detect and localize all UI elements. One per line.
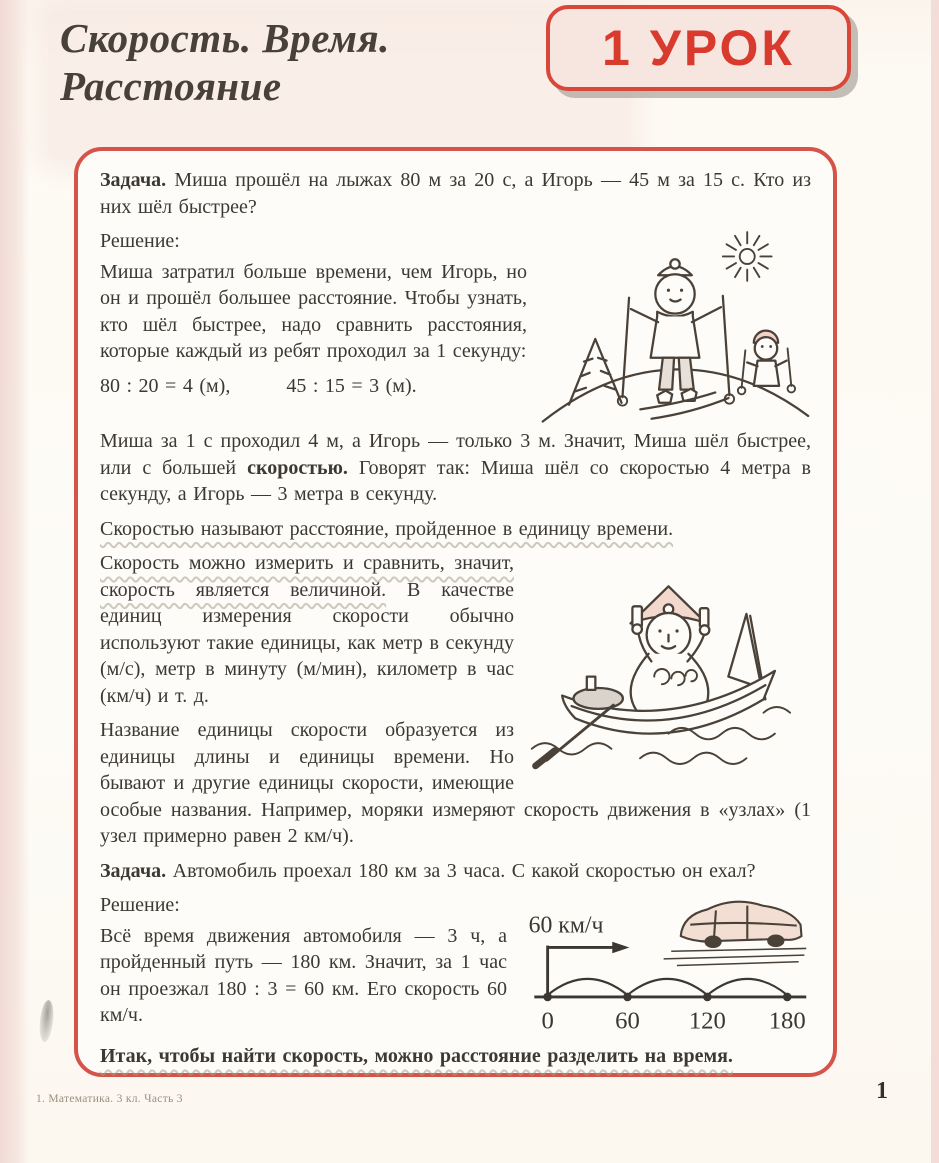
speed-units-text: В качестве единиц измерения скорости обычно используют такие единицы, как метр в секунду (м/с), метр в минуту (м/мин), километр в час (км/ч) и т. д. — [100, 578, 514, 707]
car-speed-diagram — [521, 894, 811, 1039]
speed-term-bold: скоростью. — [247, 456, 348, 479]
solution1-label: Решение: — [100, 230, 180, 252]
tick-0: 0 — [541, 1007, 554, 1035]
fir-tree-icon — [569, 339, 622, 405]
solution1-paragraph: Миша затратил больше времени, чем Игорь, но он и прошёл большее расстояние. Чтобы узнать, кто шёл быстрее, надо сравнить расстояния, которые каждый из ребят проходил за 1 секунду: — [100, 260, 527, 362]
definition-paragraph — [100, 516, 811, 543]
task2-text: Автомобиль проехал 180 км за 3 часа. С какой скоростью он ехал? — [172, 859, 756, 882]
small-skier-figure — [738, 331, 795, 395]
title-line1: Скорость. Время. — [60, 15, 390, 61]
speed-definition: Скоростью называют расстояние, пройденное в единицу времени. — [100, 517, 674, 540]
solution1-section — [100, 228, 811, 399]
task2-label: Задача. — [100, 859, 167, 882]
car-icon — [664, 902, 807, 966]
task1-paragraph — [100, 167, 811, 220]
skier-illustration — [539, 224, 811, 424]
tick-180: 180 — [768, 1007, 806, 1035]
comparison-text-end: Говорят так: Миша шёл со скоростью 4 метра в секунду, а Игорь — 3 метра в секунду. — [100, 456, 811, 505]
page-title — [60, 14, 390, 111]
equation-misha: 80 : 20 = 4 (м), — [100, 374, 231, 397]
solution2-section — [100, 892, 811, 1035]
solution2-paragraph: Всё время движения автомобиля — 3 ч, а пройденный путь — 180 км. Значит, за 1 час он проезжал 180 : 3 = 60 км. Его скорость 60 км/ч. — [100, 924, 507, 1026]
speed-units-section — [100, 550, 811, 850]
page-right-edge — [931, 0, 939, 1163]
conclusion-rule: Итак, чтобы найти скорость, можно расстояние разделить на время. — [100, 1045, 733, 1067]
measure-speed-emphasis: Скорость можно измерить и сравнить, значит, скорость является величиной. — [100, 552, 514, 601]
lesson-badge-label: 1 УРОК — [602, 20, 795, 76]
scan-smudge-mark — [38, 999, 55, 1042]
big-skier-figure — [618, 259, 734, 418]
boat-lineart — [532, 586, 790, 766]
comparison-text-start: Миша за 1 с проходил 4 м, а Игорь — только 3 м. Значит, Миша шёл быстрее, или с большей — [100, 430, 811, 479]
title-line2: Расстояние — [60, 63, 282, 110]
task2-paragraph — [100, 858, 811, 885]
comparison-paragraph — [100, 428, 811, 508]
lesson-content-box — [74, 147, 837, 1077]
number-line-labels — [541, 1007, 805, 1034]
sun-icon — [723, 232, 772, 281]
task1-label: Задача. — [100, 169, 167, 191]
lesson-badge — [546, 5, 851, 91]
page-left-edge — [0, 0, 30, 1163]
tick-60: 60 — [615, 1007, 640, 1035]
sailor-boat-illustration — [526, 550, 811, 788]
footer-imprint: 1. Математика. 3 кл. Часть 3 — [36, 1093, 183, 1105]
conclusion-paragraph — [100, 1043, 811, 1070]
tick-120: 120 — [688, 1007, 726, 1035]
number-line — [534, 979, 806, 1001]
skier-lineart — [543, 232, 808, 421]
page-number: 1 — [876, 1078, 888, 1104]
speed-label: 60 км/ч — [528, 912, 604, 939]
unit-names-paragraph: Название единицы скорости образуется из единицы длины и единицы времени. Но бывают и другие единицы скорости, имеющие особые названия. Например, моряки измеряют скорость движения в «узлах» (1 узел примерно равен 2 км/ч). — [100, 719, 811, 847]
captain-figure — [631, 586, 710, 712]
equation-igor: 45 : 15 = 3 (м). — [286, 374, 417, 397]
solution2-label: Решение: — [100, 894, 180, 916]
task1-text: Миша прошёл на лыжах 80 м за 20 с, а Игорь — 45 м за 15 с. Кто из них шёл быстрее? — [100, 169, 812, 218]
